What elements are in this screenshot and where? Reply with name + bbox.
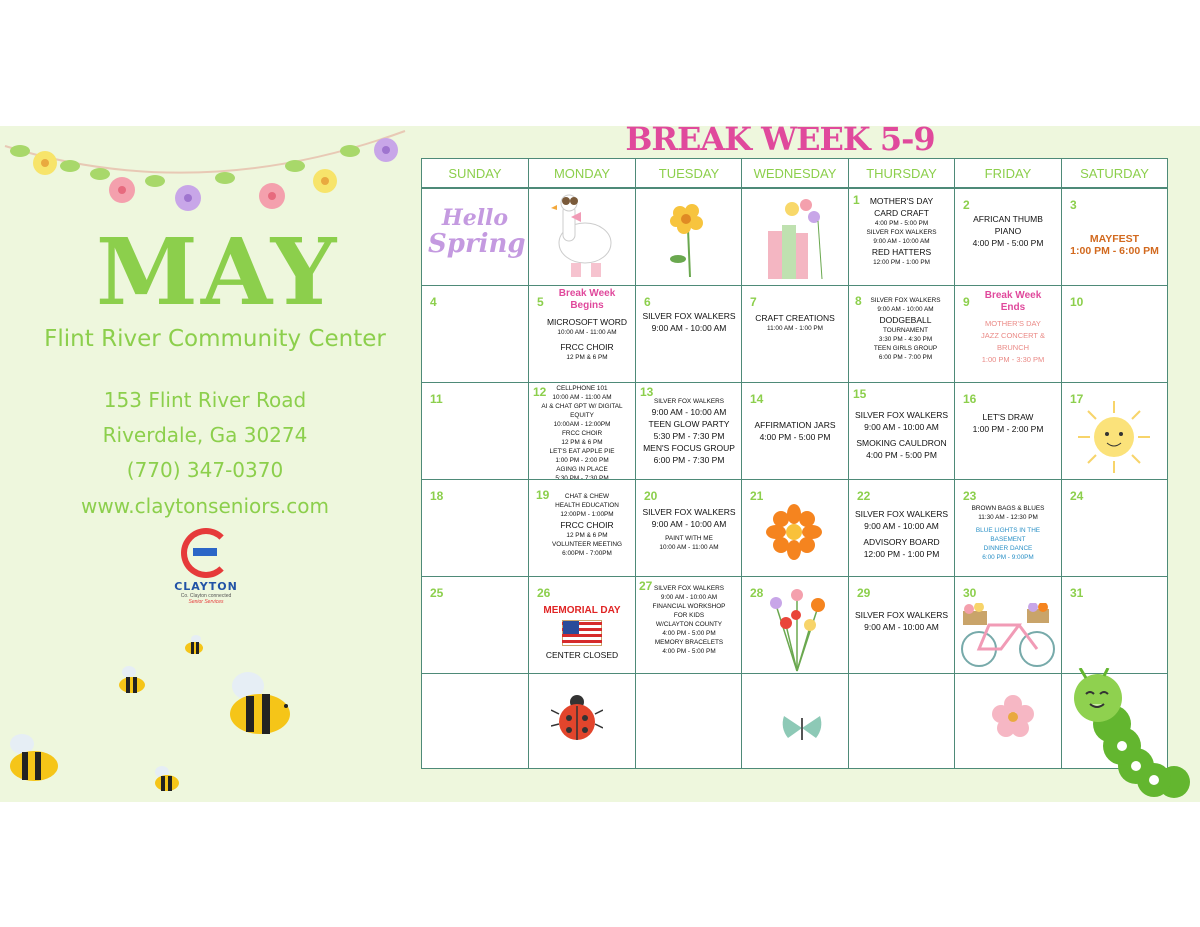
calendar-cell-day-19[interactable]: 19 CHAT & CHEW HEALTH EDUCATION 12:00PM - 1:00PM FRCC CHOIR 12 PM & 6 PM VOLUNTEER MEETING 6:00PM - 7:00PM: [528, 479, 636, 577]
flower-icon: [660, 199, 716, 279]
caterpillar-icon: [1070, 668, 1195, 802]
calendar-cell-empty: [635, 673, 743, 769]
calendar-cell-decor: [528, 188, 636, 286]
break-week-title: BREAK WEEK 5-9: [625, 120, 935, 158]
ladybug-icon: [551, 694, 603, 744]
calendar-cell-empty: [954, 673, 1062, 769]
calendar-cell-day-31[interactable]: 31: [1061, 576, 1168, 674]
calendar-cell-day-24[interactable]: 24: [1061, 479, 1168, 577]
calendar-cell-day-12[interactable]: 12 CELLPHONE 101 10:00 AM - 11:00 AM AI & CHAT GPT W/ DIGITAL EQUITY 10:00AM - 12:00PM FRCC CHOIR 12 PM & 6 PM LET'S EAT APPLE PIE 1:00 PM - 2:00 PM AGING IN PLACE 5:30 PM - 7:30 PM: [528, 382, 636, 480]
bee-icon: [182, 634, 206, 656]
clayton-logo-icon: [181, 528, 231, 578]
event-list: SILVER FOX WALKERS 9:00 AM - 10:00 AM PAINT WITH ME 10:00 AM - 11:00 AM: [642, 507, 736, 551]
day-header: TUESDAY: [635, 158, 743, 188]
calendar-cell-day-26[interactable]: 26 MEMORIAL DAY CENTER CLOSED: [528, 576, 636, 674]
website-link[interactable]: www.claytonseniors.com: [81, 494, 329, 518]
calendar-cell-day-1[interactable]: 1 MOTHER'S DAY CARD CRAFT 4:00 PM - 5:00 PM SILVER FOX WALKERS 9:00 AM - 10:00 AM RED HATTERS 12:00 PM - 1:00 PM: [848, 188, 955, 286]
calendar-cell-day-15[interactable]: 15 SILVER FOX WALKERS 9:00 AM - 10:00 AM SMOKING CAULDRON 4:00 PM - 5:00 PM: [848, 382, 955, 480]
event-list: SILVER FOX WALKERS 9:00 AM - 10:00 AM SMOKING CAULDRON 4:00 PM - 5:00 PM: [854, 410, 949, 460]
hello-spring-graphic: Hello Spring: [428, 205, 526, 259]
calendar-cell-day-4[interactable]: 4: [421, 285, 529, 383]
calendar-cell-day-20[interactable]: 20 SILVER FOX WALKERS 9:00 AM - 10:00 AM PAINT WITH ME 10:00 AM - 11:00 AM: [635, 479, 743, 577]
calendar-cell-day-17[interactable]: 17: [1061, 382, 1168, 480]
calendar-cell-day-2[interactable]: 2 AFRICAN THUMB PIANO 4:00 PM - 5:00 PM: [954, 188, 1062, 286]
orange-flower-icon: [766, 504, 822, 560]
calendar-cell-day-25[interactable]: 25: [421, 576, 529, 674]
butterfly-icon: [780, 714, 824, 742]
calendar-cell-day-5[interactable]: 5 Break Week Begins MICROSOFT WORD 10:00 AM - 11:00 AM FRCC CHOIR 12 PM & 6 PM: [528, 285, 636, 383]
event-list: MEMORIAL DAY CENTER CLOSED: [543, 605, 621, 660]
calendar-cell-empty: [848, 673, 955, 769]
event-list: SILVER FOX WALKERS 9:00 AM - 10:00 AM TEEN GLOW PARTY 5:30 PM - 7:30 PM MEN'S FOCUS GROUP 6:00 PM - 7:30 PM: [643, 398, 735, 465]
calendar-cell-day-16[interactable]: 16 LET'S DRAW 1:00 PM - 2:00 PM: [954, 382, 1062, 480]
day-header: THURSDAY: [848, 158, 955, 188]
center-name: Flint River Community Center: [44, 326, 386, 352]
day-header: WEDNESDAY: [741, 158, 849, 188]
books-flowers-icon: [762, 195, 832, 281]
calendar-cell-empty: [741, 673, 849, 769]
calendar-cell-day-6[interactable]: 6 SILVER FOX WALKERS 9:00 AM - 10:00 AM: [635, 285, 743, 383]
clayton-logo: [165, 528, 247, 605]
logo-name: CLAYTON: [174, 580, 238, 593]
address-line-2: Riverdale, Ga 30274: [102, 423, 308, 447]
day-header: FRIDAY: [954, 158, 1062, 188]
us-flag-icon: [562, 620, 602, 646]
event-list: MAYFEST 1:00 PM - 6:00 PM: [1070, 233, 1159, 257]
bee-icon: [150, 764, 182, 794]
event-list: SILVER FOX WALKERS 9:00 AM - 10:00 AM: [642, 311, 736, 333]
event-list: MOTHER'S DAY CARD CRAFT 4:00 PM - 5:00 PM SILVER FOX WALKERS 9:00 AM - 10:00 AM RED HATTERS 12:00 PM - 1:00 PM: [866, 196, 937, 266]
bee-icon: [115, 664, 149, 696]
calendar-cell-day-18[interactable]: 18: [421, 479, 529, 577]
calendar-cell-decor: [635, 188, 743, 286]
calendar-cell-day-23[interactable]: 23 BROWN BAGS & BLUES 11:30 AM - 12:30 PM BLUE LIGHTS IN THE BASEMENT DINNER DANCE 6:00 PM - 9:00PM: [954, 479, 1062, 577]
bee-icon: [218, 666, 300, 740]
calendar-cell-day-21[interactable]: 21: [741, 479, 849, 577]
event-list: AFRICAN THUMB PIANO 4:00 PM - 5:00 PM: [972, 214, 1044, 248]
event-list: CELLPHONE 101 10:00 AM - 11:00 AM AI & CHAT GPT W/ DIGITAL EQUITY 10:00AM - 12:00PM FRCC CHOIR 12 PM & 6 PM LET'S EAT APPLE PIE 1:00 PM - 2:00 PM AGING IN PLACE 5:30 PM - 7:30 PM: [541, 385, 623, 480]
flower-garland: [0, 126, 410, 221]
calendar-cell-day-28[interactable]: 28: [741, 576, 849, 674]
calendar-cell-day-14[interactable]: 14 AFFIRMATION JARS 4:00 PM - 5:00 PM: [741, 382, 849, 480]
bee-icon: [2, 730, 64, 786]
calendar-cell-decor: [421, 188, 529, 286]
calendar-cell-day-13[interactable]: 13 SILVER FOX WALKERS 9:00 AM - 10:00 AM TEEN GLOW PARTY 5:30 PM - 7:30 PM MEN'S FOCUS GROUP 6:00 PM - 7:30 PM: [635, 382, 743, 480]
calendar-cell-day-22[interactable]: 22 SILVER FOX WALKERS 9:00 AM - 10:00 AM ADVISORY BOARD 12:00 PM - 1:00 PM: [848, 479, 955, 577]
sun-icon: [1076, 399, 1152, 475]
calendar-cell-day-8[interactable]: 8 SILVER FOX WALKERS 9:00 AM - 10:00 AM DODGEBALL TOURNAMENT 3:30 PM - 4:30 PM TEEN GIRLS GROUP 6:00 PM - 7:00 PM: [848, 285, 955, 383]
calendar-cell-day-11[interactable]: 11: [421, 382, 529, 480]
address-line-1: 153 Flint River Road: [103, 388, 307, 412]
logo-tagline: Co. Clayton connected: [180, 593, 232, 599]
calendar-cell-day-3[interactable]: 3 MAYFEST 1:00 PM - 6:00 PM: [1061, 188, 1168, 286]
calendar-cell-empty: [421, 673, 529, 769]
calendar-cell-day-30[interactable]: 30: [954, 576, 1062, 674]
event-list: SILVER FOX WALKERS 9:00 AM - 10:00 AM FINANCIAL WORKSHOP FOR KIDS W/CLAYTON COUNTY 4:00 PM - 5:00 PM MEMORY BRACELETS 4:00 PM - 5:00 PM: [652, 585, 726, 655]
calendar-cell-day-7[interactable]: 7 CRAFT CREATIONS 11:00 AM - 1:00 PM: [741, 285, 849, 383]
event-list: AFFIRMATION JARS 4:00 PM - 5:00 PM: [754, 420, 836, 442]
day-header: SATURDAY: [1061, 158, 1168, 188]
event-list: CRAFT CREATIONS 11:00 AM - 1:00 PM: [755, 313, 835, 332]
calendar-cell-day-10[interactable]: 10: [1061, 285, 1168, 383]
event-list: Break Week Ends MOTHER'S DAY JAZZ CONCERT & BRUNCH 1:00 PM - 3:30 PM: [981, 290, 1045, 364]
bouquet-icon: [762, 585, 832, 673]
event-list: Break Week Begins MICROSOFT WORD 10:00 AM - 11:00 AM FRCC CHOIR 12 PM & 6 PM: [546, 288, 628, 361]
event-list: SILVER FOX WALKERS 9:00 AM - 10:00 AM DODGEBALL TOURNAMENT 3:30 PM - 4:30 PM TEEN GIRLS GROUP 6:00 PM - 7:00 PM: [870, 297, 941, 361]
goose-icon: [549, 193, 619, 283]
event-list: SILVER FOX WALKERS 9:00 AM - 10:00 AM ADVISORY BOARD 12:00 PM - 1:00 PM: [854, 509, 949, 559]
event-list: LET'S DRAW 1:00 PM - 2:00 PM: [972, 412, 1044, 434]
day-header: SUNDAY: [421, 158, 529, 188]
phone-number: (770) 347-0370: [126, 458, 284, 482]
calendar-cell-day-9[interactable]: 9 Break Week Ends MOTHER'S DAY JAZZ CONCERT & BRUNCH 1:00 PM - 3:30 PM: [954, 285, 1062, 383]
calendar-cell-decor: [741, 188, 849, 286]
logo-services: Senior Services: [188, 599, 224, 605]
calendar-grid: [421, 158, 1168, 768]
pink-flower-icon: [991, 694, 1035, 738]
bicycle-icon: [959, 603, 1057, 671]
event-list: CHAT & CHEW HEALTH EDUCATION 12:00PM - 1:00PM FRCC CHOIR 12 PM & 6 PM VOLUNTEER MEETING 6:00PM - 7:00PM: [552, 493, 622, 557]
calendar-cell-day-29[interactable]: 29 SILVER FOX WALKERS 9:00 AM - 10:00 AM: [848, 576, 955, 674]
calendar-cell-day-27[interactable]: 27 SILVER FOX WALKERS 9:00 AM - 10:00 AM FINANCIAL WORKSHOP FOR KIDS W/CLAYTON COUNTY 4:00 PM - 5:00 PM MEMORY BRACELETS 4:00 PM - 5:00 PM: [635, 576, 743, 674]
month-title: MAY: [96, 218, 340, 326]
day-header: MONDAY: [528, 158, 636, 188]
event-list: SILVER FOX WALKERS 9:00 AM - 10:00 AM: [854, 610, 949, 632]
calendar-cell-empty: [528, 673, 636, 769]
event-list: BROWN BAGS & BLUES 11:30 AM - 12:30 PM BLUE LIGHTS IN THE BASEMENT DINNER DANCE 6:00 PM - 9:00PM: [971, 505, 1045, 561]
